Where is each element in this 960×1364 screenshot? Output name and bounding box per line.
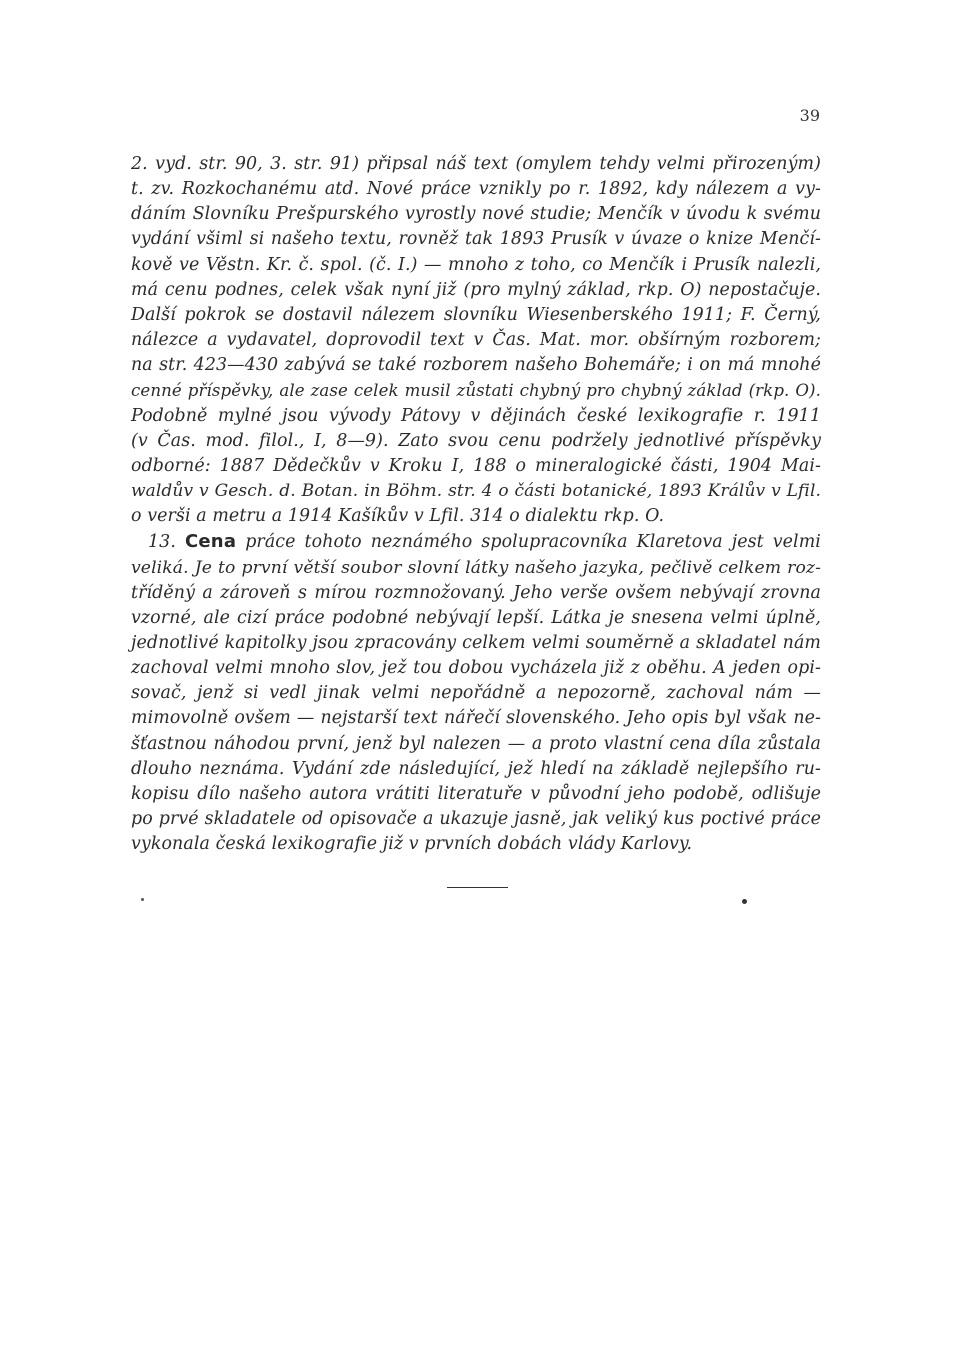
paragraph-2	[131, 529, 821, 857]
text-line: šťastnou náhodou první, jenž byl nalezen — a proto vlastní cena díla zůstala	[131, 733, 821, 754]
section-number: 13.	[148, 532, 176, 553]
text-fragment: práce tohoto neznámého spolupracovníka Klaretova jest velmi	[245, 532, 821, 553]
text-line: Podobně mylné jsou vývody Pátovy v dějinách české lexikografie r. 1911	[131, 405, 821, 426]
text-line: mimovolně ovšem — nejstarší text nářečí slovenského. Jeho opis byl však ne-	[131, 708, 821, 729]
text-line: má cenu podnes, celek však nyní již (pro mylný základ, rkp. O) nepostačuje.	[131, 279, 821, 300]
text-line: zachoval velmi mnoho slov, jež tou dobou vycházela již z oběhu. A jeden opi-	[131, 658, 821, 679]
text-line: sovač, jenž si vedl jinak velmi nepořádně a nepozorně, zachoval nám —	[131, 683, 821, 704]
section-divider	[447, 887, 508, 888]
text-line: (v Čas. mod. filol., I, 8—9). Zato svou cenu podržely jednotlivé příspěvky	[131, 430, 821, 451]
text-line: dáním Slovníku Prešpurského vyrostly nové studie; Menčík v úvodu k svému	[131, 204, 821, 225]
ink-speck	[742, 899, 747, 904]
text-line: cenné příspěvky, ale zase celek musil zůstati chybný pro chybný základ (rkp. O).	[131, 381, 821, 401]
text-line: o verši a metru a 1914 Kašíkův v Lfil. 314 o dialektu rkp. O.	[131, 506, 665, 527]
paragraph-1	[131, 152, 821, 529]
text-line: kově ve Věstn. Kr. č. spol. (č. I.) — mnoho z toho, co Menčík i Prusík nalezli,	[131, 254, 821, 275]
text-line: vzorné, ale cizí práce podobné nebývají lepší. Látka je snesena velmi úplně,	[131, 607, 821, 628]
text-line: po prvé skladatele od opisovače a ukazuje jasně, jak veliký kus poctivé práce	[131, 809, 821, 830]
text-line: vykonala česká lexikografie již v prvních dobách vlády Karlovy.	[131, 834, 693, 855]
text-line: vydání všiml si našeho textu, rovněž tak 1893 Prusík v úvaze o knize Menčí-	[131, 229, 821, 250]
body-text	[131, 152, 821, 857]
text-line: waldův v Gesch. d. Botan. in Böhm. str. 4 o části botanické, 1893 Králův v Lfil.	[131, 481, 821, 502]
text-line: na str. 423—430 zabývá se také rozborem našeho Bohemáře; i on má mnohé	[131, 355, 821, 376]
page-number: 39	[799, 106, 820, 125]
text-line: 2. vyd. str. 90, 3. str. 91) připsal náš text (omylem tehdy velmi přirozeným)	[131, 154, 821, 174]
section-heading: Cena	[184, 531, 237, 553]
text-line: nálezce a vydavatel, doprovodil text v Čas. Mat. mor. obšírným rozborem;	[131, 330, 821, 351]
text-line: Další pokrok se dostavil nálezem slovníku Wiesenberského 1911; F. Černý,	[131, 304, 821, 325]
text-line: jednotlivé kapitolky jsou zpracovány celkem velmi souměrně a skladatel nám	[131, 632, 821, 653]
text-line: dlouho neznáma. Vydání zde následující, jež hledí na základě nejlepšího ru-	[131, 758, 821, 779]
text-line: odborné: 1887 Dědečkův v Kroku I, 188 o mineralogické části, 1904 Mai-	[131, 455, 821, 476]
paragraph-2-first-line	[131, 529, 821, 555]
text-line: veliká. Je to první větší soubor slovní látky našeho jazyka, pečlivě celkem roz-	[131, 557, 821, 578]
text-line: t. zv. Rozkochanému atd. Nové práce vznikly po r. 1892, kdy nálezem a vy-	[131, 179, 821, 200]
text-line: tříděný a zároveň s mírou rozmnožovaný. Jeho verše ovšem nebývají zrovna	[131, 582, 821, 603]
text-line: kopisu dílo našeho autora vrátiti literatuře v původní jeho podobě, odlišuje	[131, 783, 821, 804]
ink-speck	[141, 898, 144, 901]
